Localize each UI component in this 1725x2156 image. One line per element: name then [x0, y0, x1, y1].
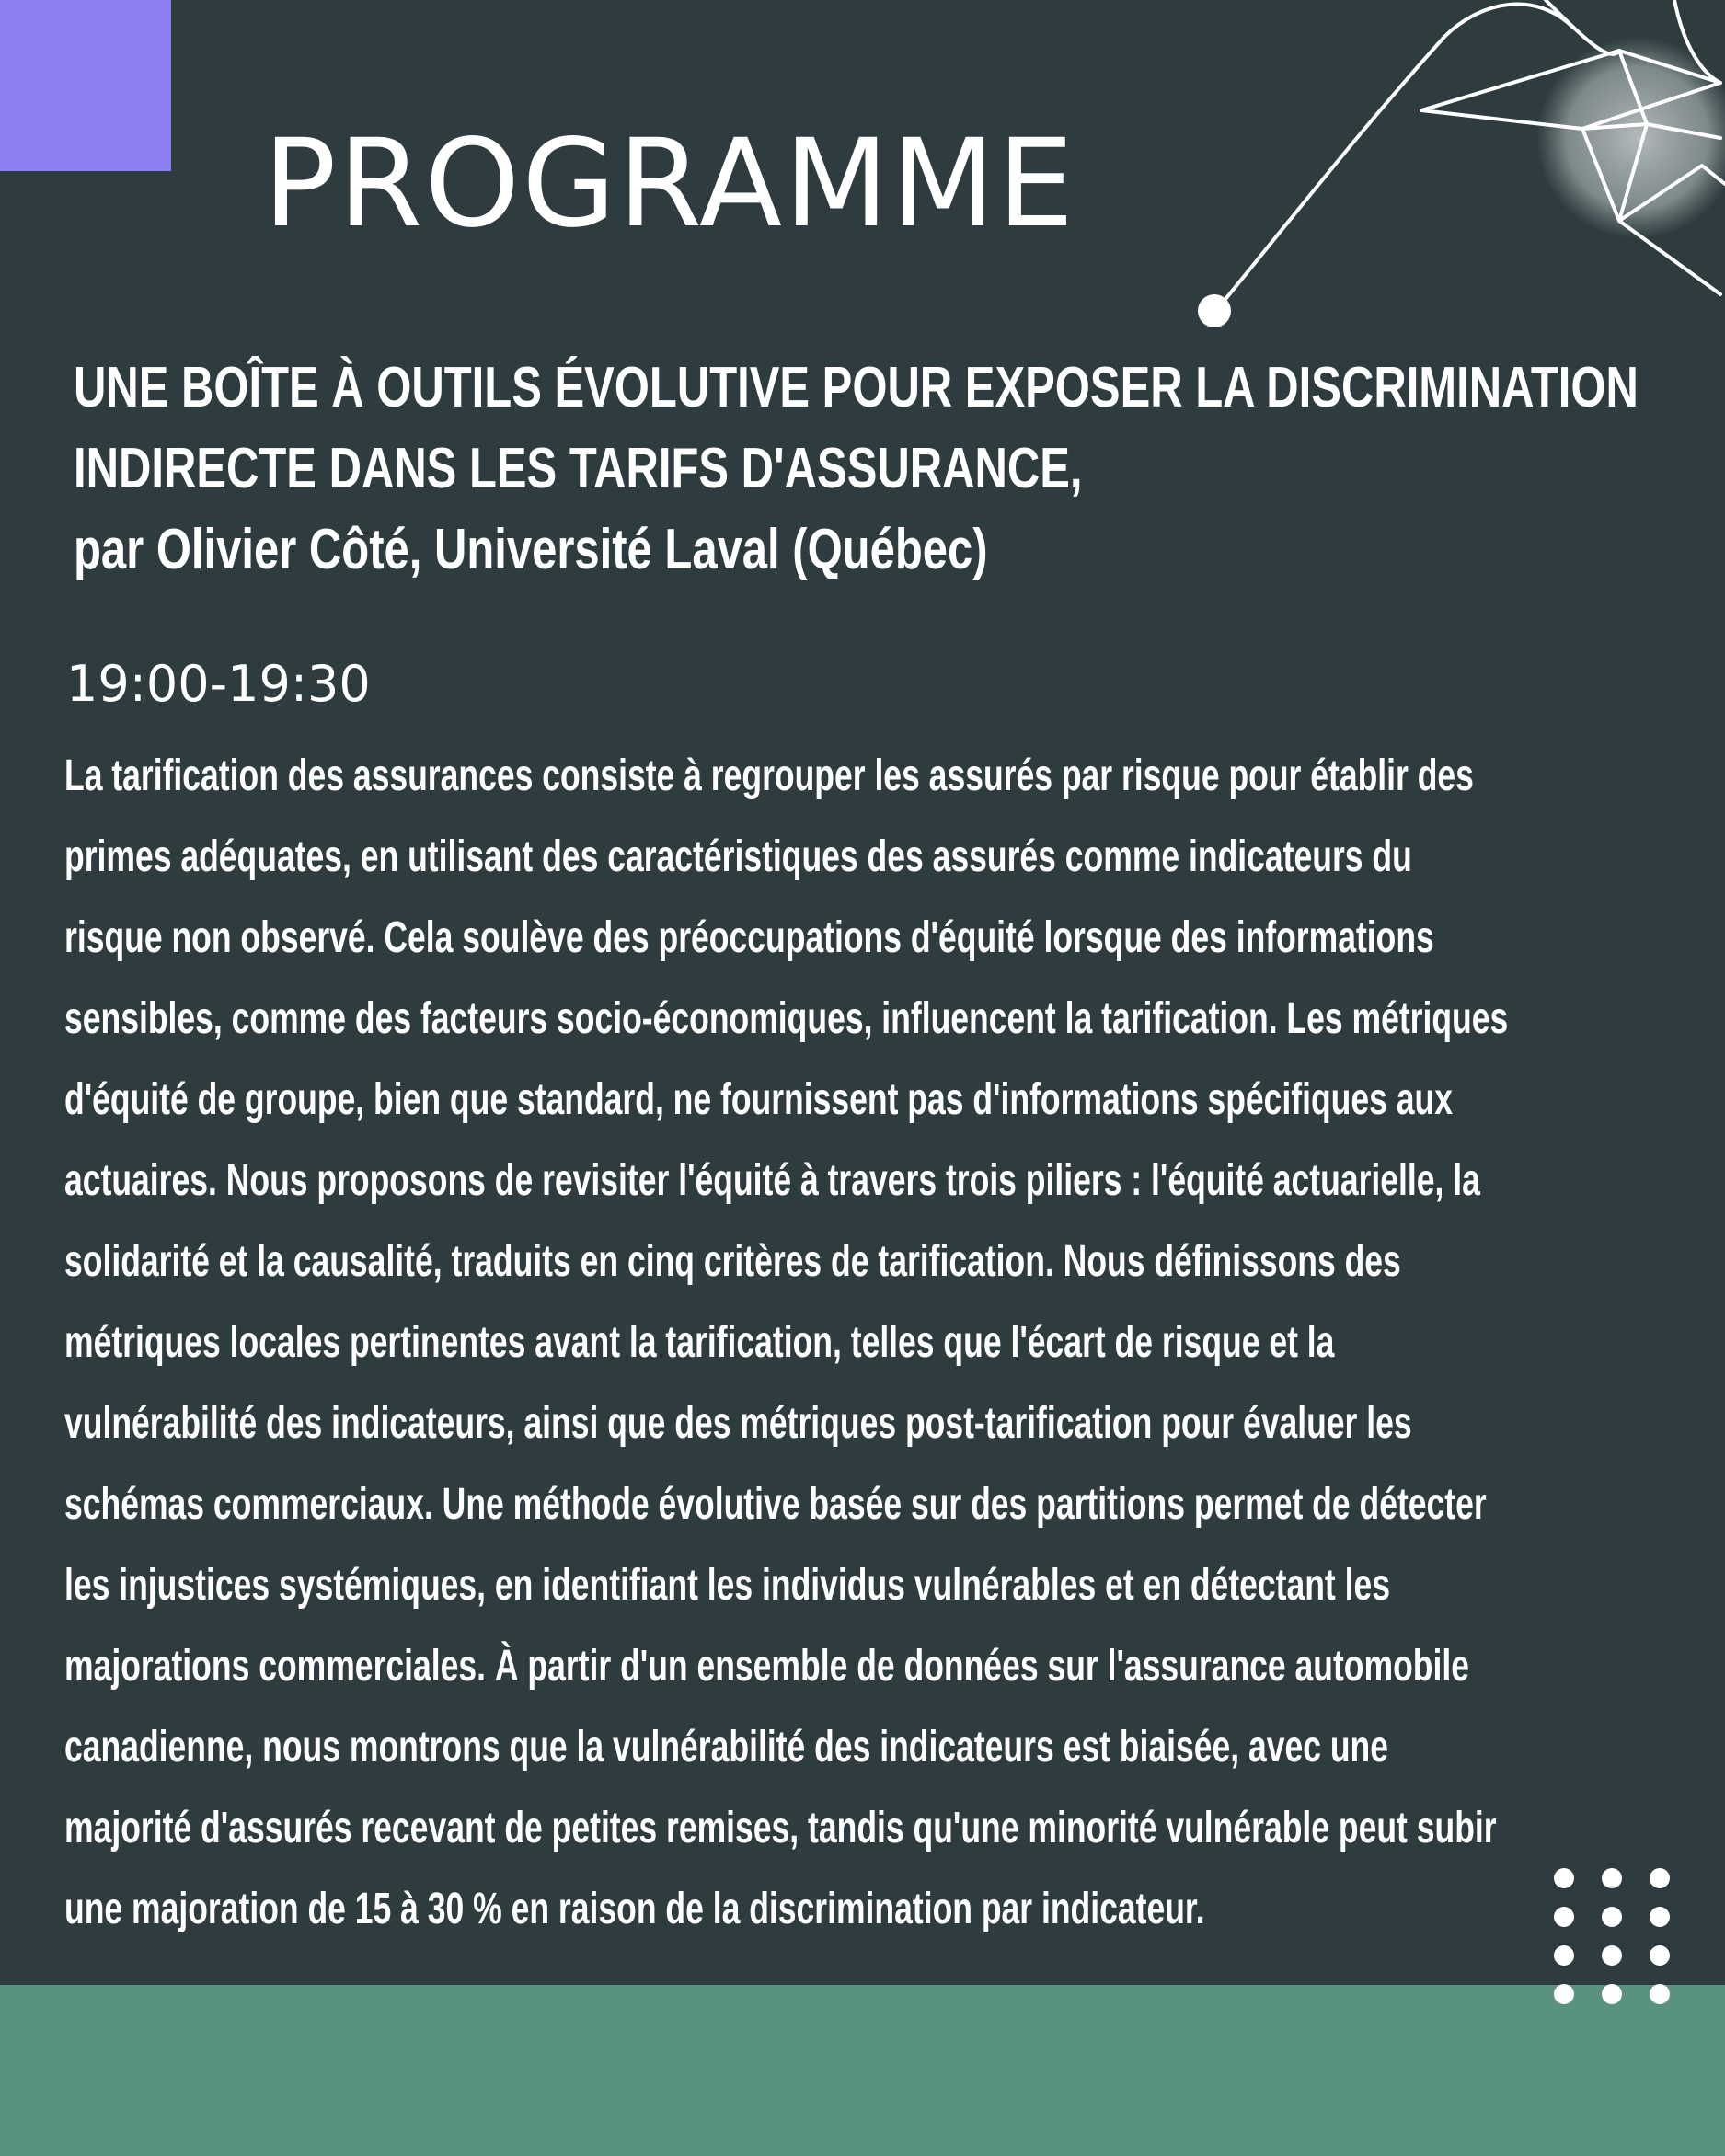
abstract-text — [64, 736, 1658, 1950]
talk-title-line: UNE BOÎTE À OUTILS ÉVOLUTIVE POUR EXPOSER LA DISCRIMINATION — [74, 356, 1639, 419]
abstract-line: vulnérabilité des indicateurs, ainsi que des métriques post-tarification pour évaluer les — [64, 1399, 1412, 1448]
talk-title-line: INDIRECTE DANS LES TARIFS D'ASSURANCE, — [74, 437, 1083, 500]
abstract-line: d'équité de groupe, bien que standard, ne fournissent pas d'informations spécifiques aux — [64, 1075, 1453, 1124]
abstract-line: schémas commerciaux. Une méthode évolutive basée sur des partitions permet de détecter — [64, 1480, 1487, 1529]
page-title: PROGRAMME — [263, 113, 1076, 255]
abstract-line: sensibles, comme des facteurs socio-économiques, influencent la tarification. Les métriques — [64, 994, 1509, 1043]
dot-grid-icon — [1553, 1867, 1682, 2005]
abstract-line: une majoration de 15 à 30 % en raison de la discrimination par indicateur. — [64, 1885, 1205, 1933]
time-slot: 19:00-19:30 — [66, 655, 371, 713]
abstract-line: solidarité et la causalité, traduits en cinq critères de tarification. Nous définissons des — [64, 1237, 1401, 1286]
talk-title — [74, 348, 1639, 591]
abstract-line: actuaires. Nous proposons de revisiter l'équité à travers trois piliers : l'équité actuarielle, la — [64, 1156, 1480, 1205]
abstract-line: risque non observé. Cela soulève des préoccupations d'équité lorsque des informations — [64, 913, 1434, 962]
speaker-line: par Olivier Côté, Université Laval (Québec) — [74, 518, 988, 581]
abstract-line: La tarification des assurances consiste à regrouper les assurés par risque pour établir des — [64, 751, 1474, 800]
abstract-line: canadienne, nous montrons que la vulnérabilité des indicateurs est biaisée, avec une — [64, 1723, 1389, 1772]
bottom-band — [0, 1985, 1725, 2156]
abstract-line: métriques locales pertinentes avant la tarification, telles que l'écart de risque et la — [64, 1318, 1335, 1367]
abstract-line: primes adéquates, en utilisant des caractéristiques des assurés comme indicateurs du — [64, 832, 1412, 881]
accent-square — [0, 0, 171, 171]
network-lines-icon — [1187, 0, 1725, 331]
abstract-line: majorations commerciales. À partir d'un ensemble de données sur l'assurance automobile — [64, 1642, 1469, 1691]
abstract-line: majorité d'assurés recevant de petites remises, tandis qu'une minorité vulnérable peut subir — [64, 1804, 1497, 1852]
abstract-line: les injustices systémiques, en identifiant les individus vulnérables et en détectant les — [64, 1561, 1391, 1610]
